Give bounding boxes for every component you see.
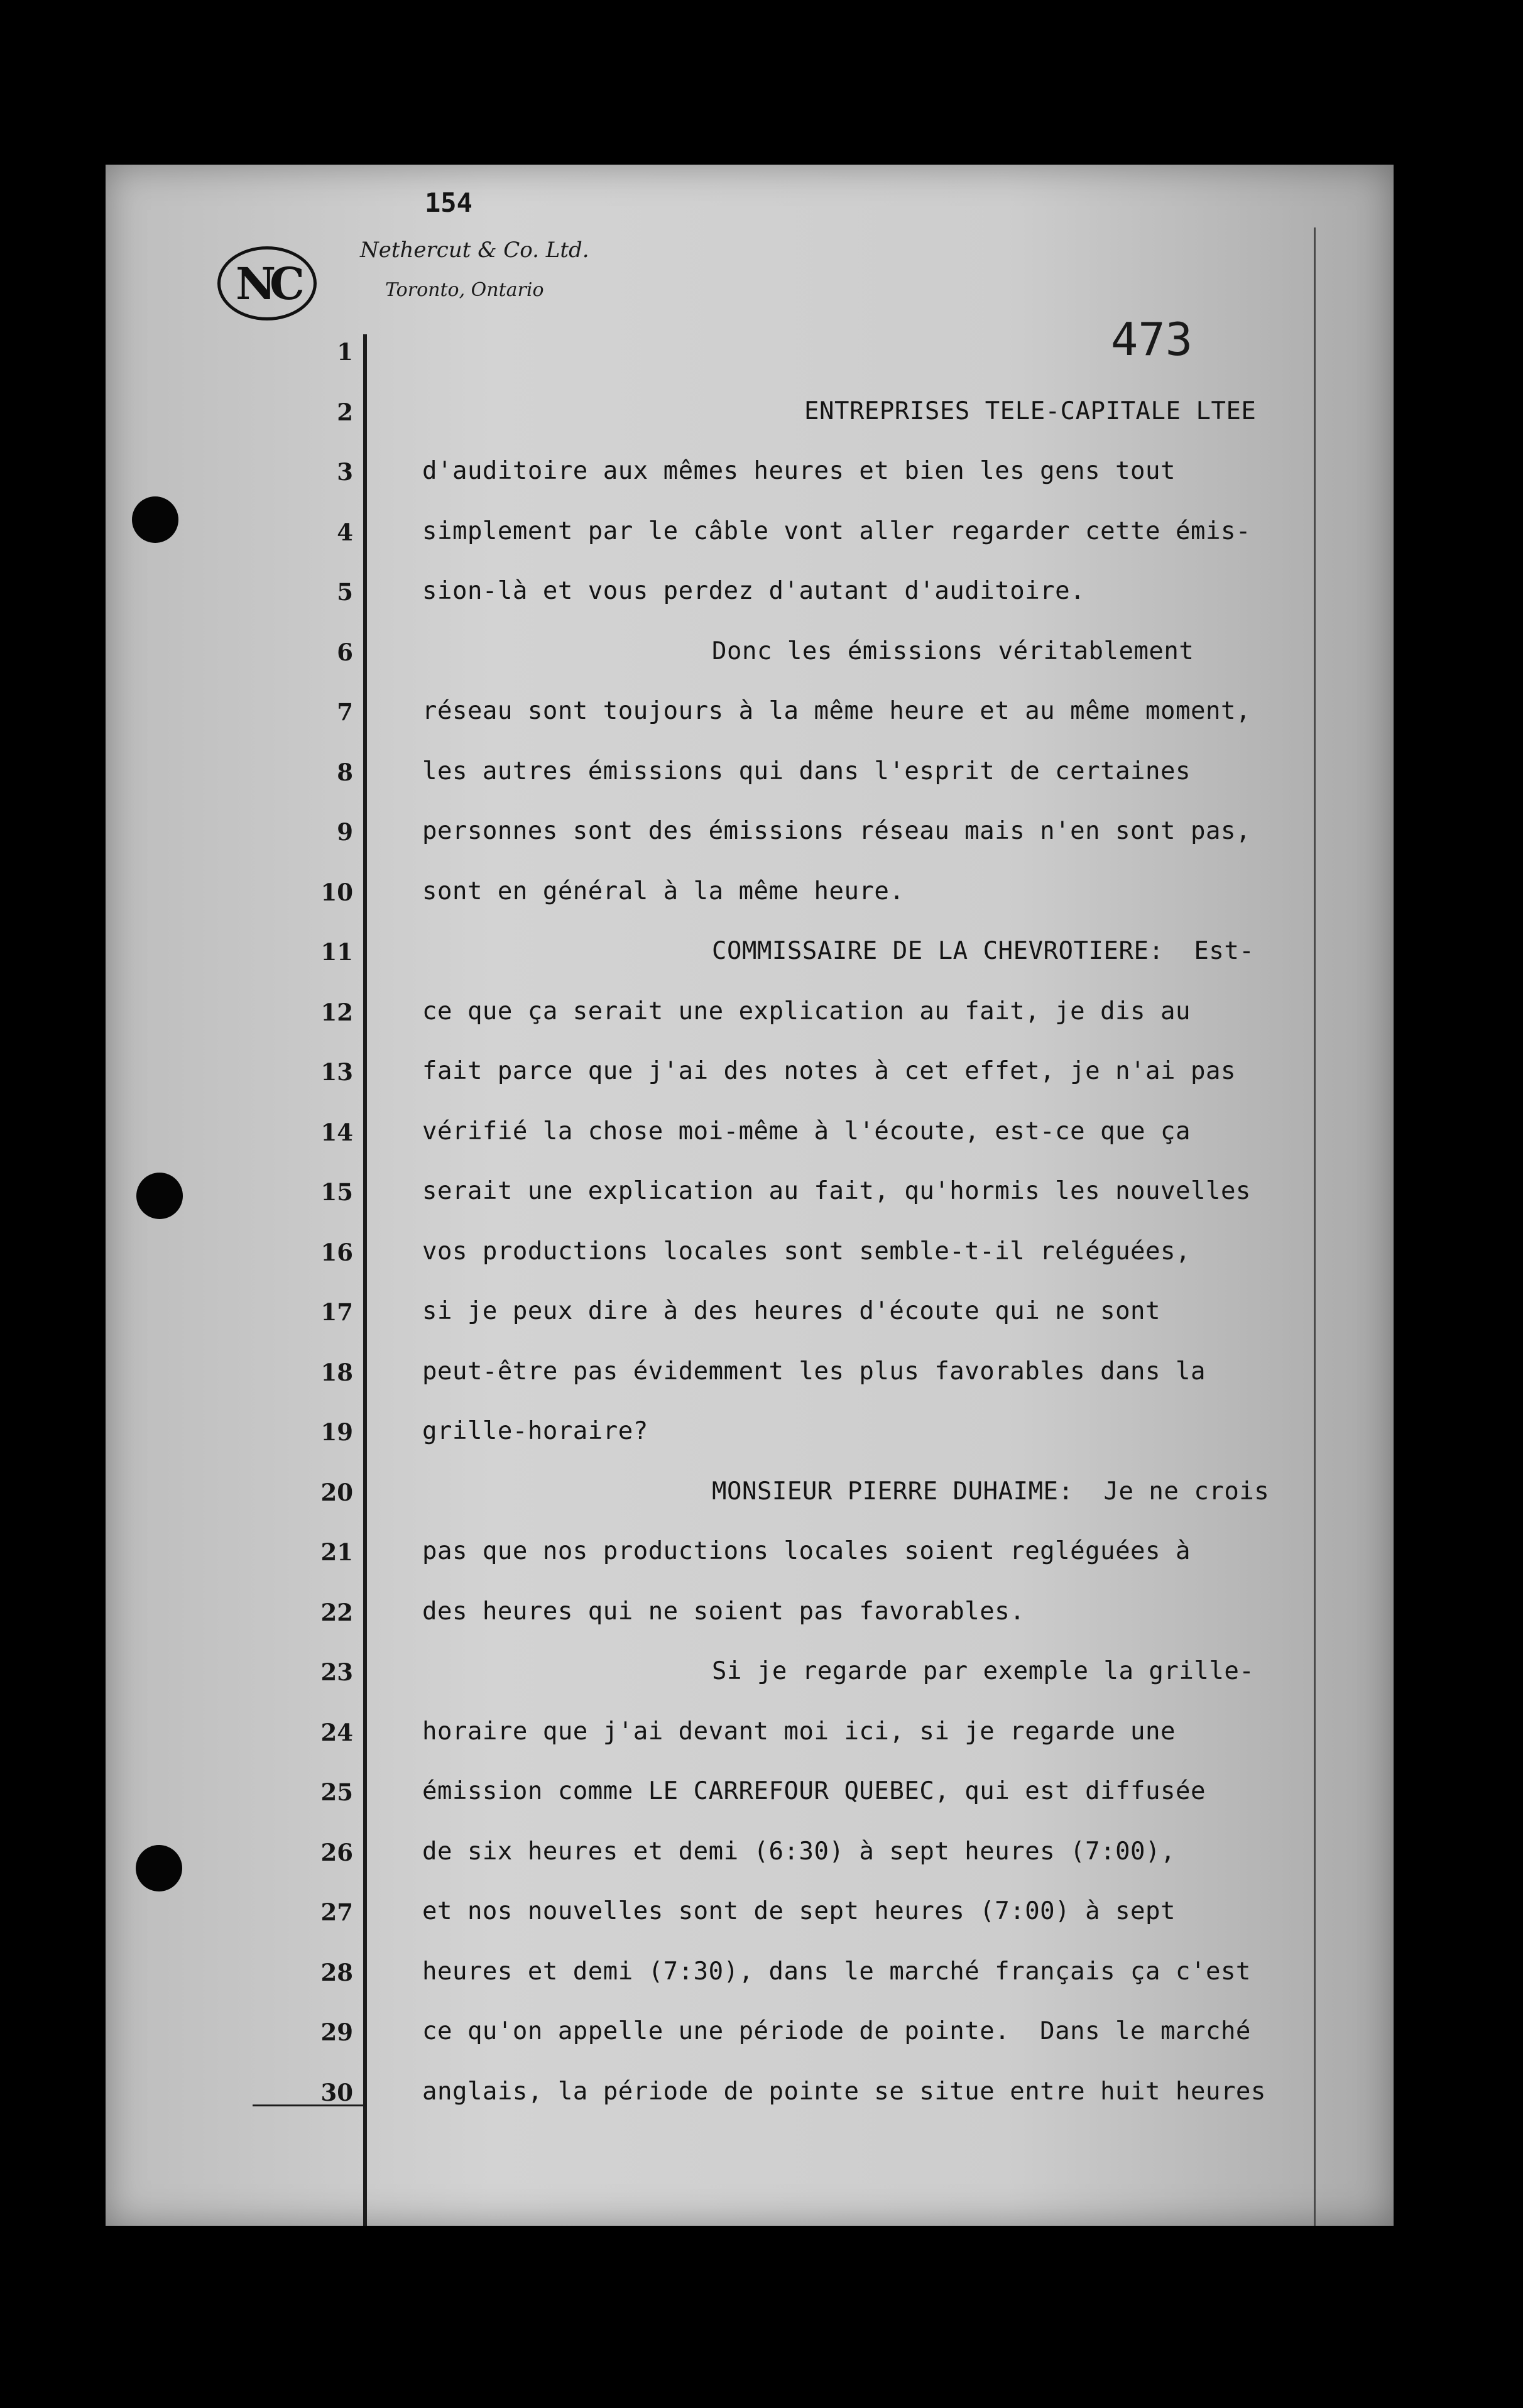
line-number: 20 [320, 1478, 353, 1506]
line-number: 28 [320, 1958, 353, 1986]
line-number: 22 [320, 1598, 353, 1626]
line-number: 11 [320, 938, 353, 966]
transcript-line: heures et demi (7:30), dans le marché français ça c'est [422, 1957, 1251, 1986]
line-number: 21 [320, 1538, 353, 1566]
line-number: 23 [320, 1658, 353, 1686]
line-number: 15 [320, 1178, 353, 1206]
company-logo: NC [217, 246, 317, 320]
right-margin-rule [1314, 227, 1316, 2226]
page-number-top: 154 [425, 187, 472, 218]
transcript-line: fait parce que j'ai des notes à cet effet, je n'ai pas [422, 1057, 1236, 1085]
line-number: 10 [320, 878, 353, 906]
company-name: Nethercut & Co. Ltd. [360, 238, 589, 263]
line-number: 3 [337, 458, 353, 486]
line-number: 18 [320, 1358, 353, 1386]
line-number: 4 [337, 518, 353, 546]
transcript-line: de six heures et demi (6:30) à sept heures (7:00), [422, 1837, 1176, 1866]
line-number: 9 [337, 818, 353, 846]
transcript-line: grille-horaire? [422, 1417, 648, 1445]
transcript-line: pas que nos productions locales soient regléguées à [422, 1537, 1191, 1565]
transcript-line: les autres émissions qui dans l'esprit de certaines [422, 757, 1191, 785]
transcript-line: simplement par le câble vont aller regarder cette émis- [422, 517, 1251, 545]
line-number: 2 [337, 398, 353, 426]
transcript-line: peut-être pas évidemment les plus favorables dans la [422, 1357, 1206, 1386]
transcript-line: ENTREPRISES TELE-CAPITALE LTEE [804, 397, 1257, 425]
transcript-line: Donc les émissions véritablement [712, 637, 1194, 665]
transcript-line: COMMISSAIRE DE LA CHEVROTIERE: Est- [712, 937, 1255, 965]
line-number: 30 [320, 2078, 353, 2106]
line-number: 16 [320, 1238, 353, 1266]
transcript-line: émission comme LE CARREFOUR QUEBEC, qui est diffusée [422, 1777, 1206, 1805]
line-number: 5 [337, 578, 353, 606]
transcript-line: réseau sont toujours à la même heure et au même moment, [422, 697, 1251, 725]
line-number: 17 [320, 1298, 353, 1326]
transcript-line: serait une explication au fait, qu'hormis les nouvelles [422, 1177, 1251, 1205]
transcript-line: des heures qui ne soient pas favorables. [422, 1597, 1025, 1626]
transcript-line: Si je regarde par exemple la grille- [712, 1657, 1255, 1685]
transcript-line: ce qu'on appelle une période de pointe. Dans le marché [422, 2017, 1251, 2045]
line-number: 13 [320, 1058, 353, 1086]
transcript-line: personnes sont des émissions réseau mais n'en sont pas, [422, 817, 1251, 845]
transcript-line: vos productions locales sont semble-t-il reléguées, [422, 1237, 1191, 1266]
binder-hole [132, 496, 178, 543]
transcript-line: d'auditoire aux mêmes heures et bien les gens tout [422, 457, 1176, 485]
transcript-line: sion-là et vous perdez d'autant d'auditoire. [422, 577, 1086, 605]
line-number: 27 [320, 1898, 353, 1926]
margin-rule [363, 334, 367, 2226]
line-number: 25 [320, 1778, 353, 1806]
transcript-line: vérifié la chose moi-même à l'écoute, est-ce que ça [422, 1117, 1191, 1146]
transcript-line: MONSIEUR PIERRE DUHAIME: Je ne crois [712, 1477, 1270, 1506]
line-number: 8 [337, 758, 353, 786]
transcript-page [106, 165, 1394, 2226]
page-number-main: 473 [1111, 313, 1193, 366]
binder-hole [136, 1173, 183, 1219]
company-city: Toronto, Ontario [385, 279, 544, 301]
transcript-line: ce que ça serait une explication au fait, je dis au [422, 997, 1191, 1026]
line-number: 29 [320, 2018, 353, 2046]
line-number: 26 [320, 1838, 353, 1866]
binder-hole [136, 1845, 182, 1891]
line-number: 19 [320, 1418, 353, 1446]
line-number: 14 [320, 1118, 353, 1146]
transcript-line: sont en général à la même heure. [422, 877, 905, 906]
transcript-line: anglais, la période de pointe se situe entre huit heures [422, 2077, 1266, 2106]
transcript-line: horaire que j'ai devant moi ici, si je regarde une [422, 1717, 1176, 1746]
line-number: 1 [337, 338, 353, 366]
transcript-line: si je peux dire à des heures d'écoute qui ne sont [422, 1297, 1161, 1325]
line-number: 6 [337, 638, 353, 666]
transcript-line: et nos nouvelles sont de sept heures (7:00) à sept [422, 1897, 1176, 1925]
line-number: 24 [320, 1718, 353, 1746]
line-number: 12 [320, 998, 353, 1026]
line-number: 7 [337, 698, 353, 726]
